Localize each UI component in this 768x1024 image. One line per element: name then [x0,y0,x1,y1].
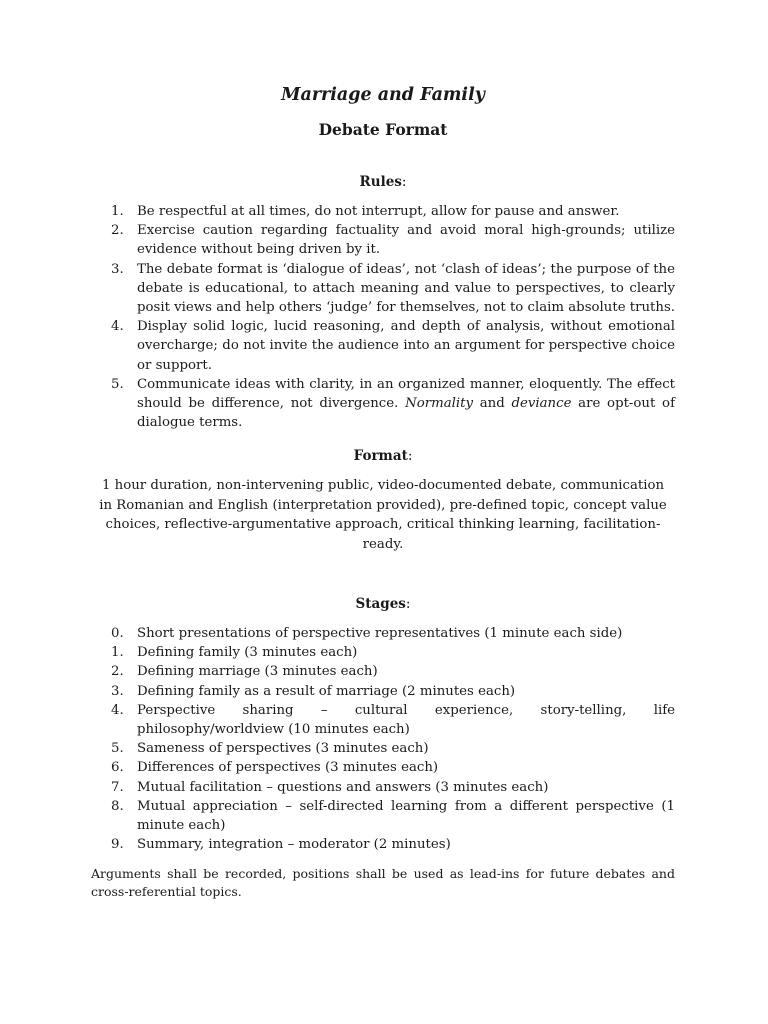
format-heading-colon: : [407,448,413,465]
list-item-text: Perspective sharing – cultural experience, story-telling, life philosophy/worldview (10 minutes each) [137,702,675,738]
list-item-number: 5. [111,741,124,757]
document-title: Marriage and Family [281,85,485,105]
list-item [91,701,675,739]
list-item-text: Mutual appreciation – self-directed learning from a different perspective (1 minute each) [137,798,675,834]
list-item [91,682,675,701]
list-item [91,797,675,835]
rules-list [91,202,675,432]
list-item-text: are opt-out of dialogue terms. [137,396,675,431]
list-item-text: Short presentations of perspective representatives (1 minute each side) [137,626,623,642]
list-item [91,202,675,221]
list-item [91,643,675,662]
list-item-number: 9. [111,837,124,853]
stages-list [91,624,675,854]
rules-heading-text: Rules [359,174,402,190]
stages-heading [91,594,675,614]
list-item-text: Exercise caution regarding factuality and avoid moral high-grounds; utilize evidence without being driven by it. [137,223,675,258]
list-item-text: Differences of perspectives (3 minutes each) [137,760,439,776]
list-item [91,835,675,854]
list-item-text: Sameness of perspectives (3 minutes each) [137,741,429,757]
list-item [91,778,675,797]
document-subtitle: Debate Format [318,120,448,139]
list-item-number: 8. [111,798,124,814]
list-item [91,221,675,259]
list-item-emphasis: deviance [511,396,572,412]
list-item-number: 1. [111,645,124,661]
list-item-number: 3. [111,683,124,699]
list-item-number: 4. [111,319,124,335]
list-item-text: Summary, integration – moderator (2 minutes) [137,837,451,853]
list-item-number: 3. [111,261,124,277]
stages-heading-colon: : [405,596,411,613]
list-item-text: Defining family (3 minutes each) [137,645,358,661]
format-heading [91,446,675,466]
list-item-number: 7. [111,779,124,795]
list-item-number: 2. [111,223,124,239]
list-item-text: Display solid logic, lucid reasoning, and depth of analysis, without emotional overcharge; do not invite the audience into an argument for perspective choice or support. [137,319,675,373]
list-item-number: 1. [111,204,124,219]
closing-paragraph: Arguments shall be recorded, positions shall be used as lead-ins for future debates and cross-referential topics. [91,865,675,899]
document-page [91,82,675,902]
rules-heading [91,172,675,192]
list-item-text: Communicate ideas with clarity, in an organized manner, eloquently. The effect should be difference, not divergence. [137,376,675,412]
list-item-text: Defining family as a result of marriage (2 minutes each) [137,683,516,699]
list-item-text: Defining marriage (3 minutes each) [137,664,378,680]
list-item [91,260,675,318]
list-item-emphasis: Normality [405,396,473,412]
list-item [91,317,675,375]
list-item-number: 0. [111,626,124,642]
list-item-text: The debate format is ‘dialogue of ideas’, not ‘clash of ideas’; the purpose of the debate is educational, to attach meaning and value to perspectives, to clearly posit views and help others ‘judge’ for themselves, not to claim absolute truths. [137,261,676,316]
list-item [91,624,675,643]
stages-heading-text: Stages [355,596,406,613]
list-item-text: and [473,396,512,412]
rules-heading-colon: : [401,174,407,190]
list-item-number: 6. [111,760,124,776]
format-heading-text: Format [353,448,408,465]
list-item-number: 4. [111,702,124,718]
list-item-text: Mutual facilitation – questions and answers (3 minutes each) [137,779,549,795]
list-item-text: Be respectful at all times, do not interrupt, allow for pause and answer. [137,204,620,219]
list-item-number: 5. [111,376,124,392]
list-item-number: 2. [111,664,124,680]
list-item [91,662,675,681]
list-item [91,739,675,758]
format-paragraph: 1 hour duration, non-intervening public, video-documented debate, communication in Romanian and English (interpretation provided), pre-defined topic, concept value choices, reflective-argumentative approach, critical thinking learning, facilitation-ready. [99,478,667,552]
list-item [91,758,675,777]
list-item [91,375,675,433]
